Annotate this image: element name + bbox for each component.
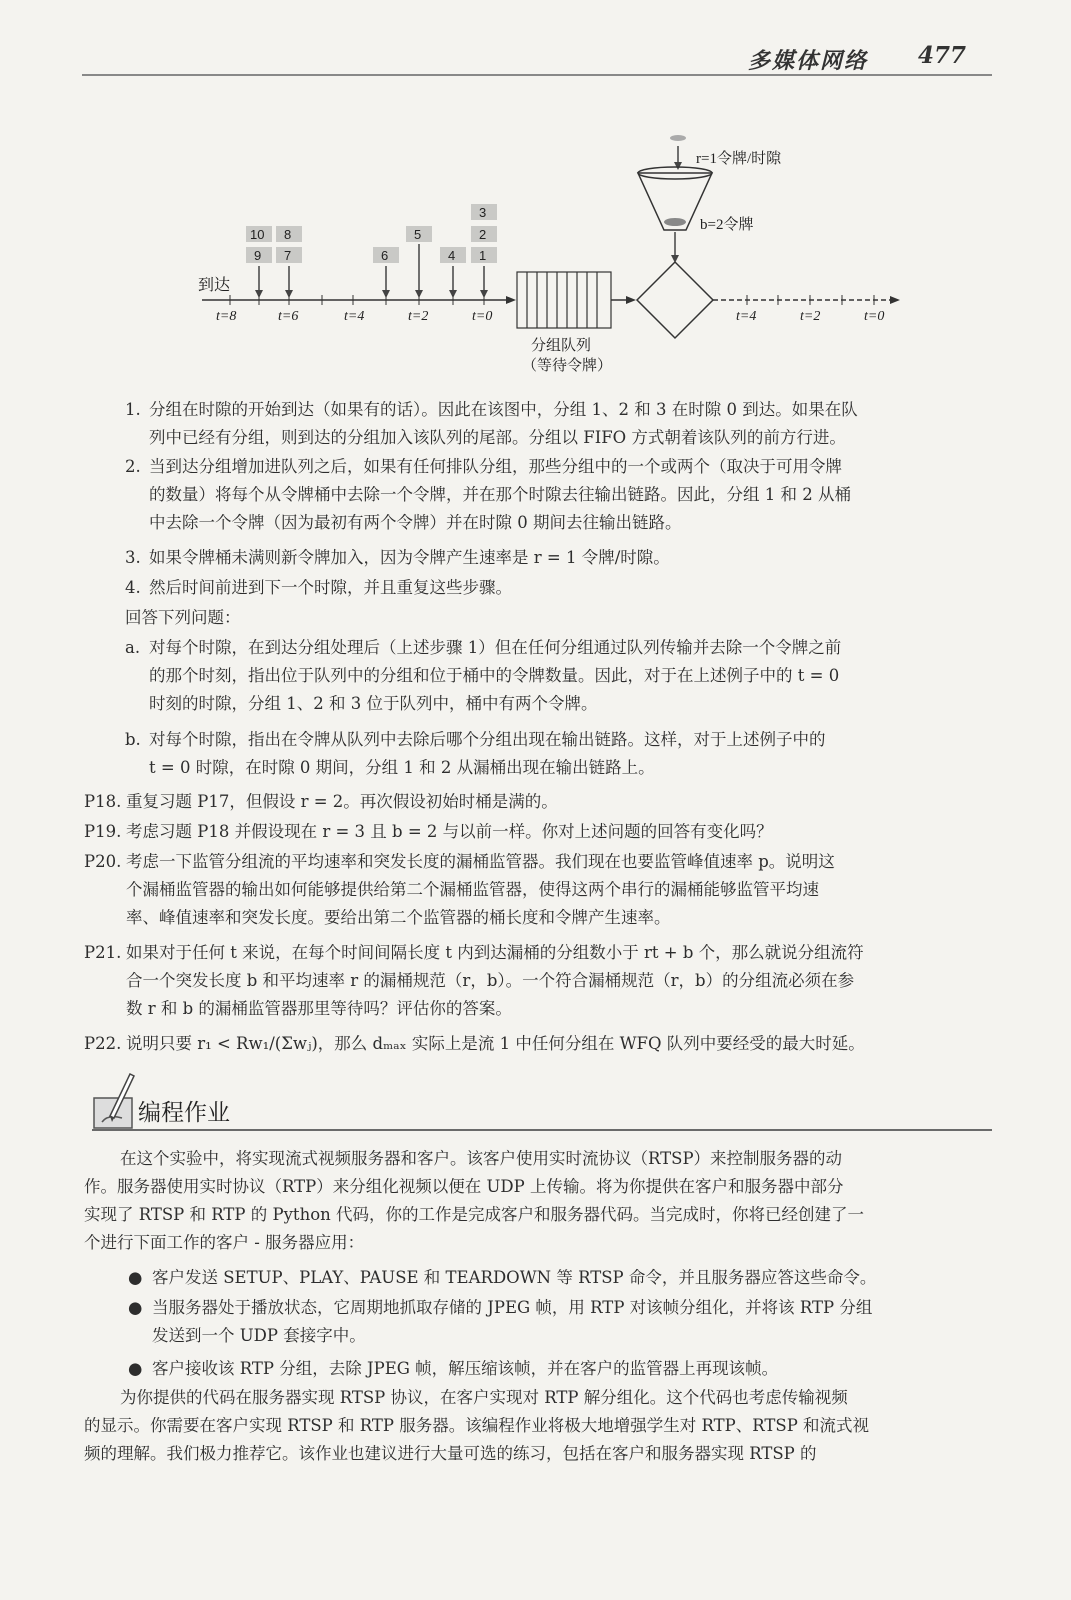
problem-p22: P22. 说明只要 r₁ < Rw₁/(Σwⱼ)，那么 dₘₐₓ 实际上是流 1 中任何分组在 WFQ 队列中要经受的最大时延。 (84, 1030, 1014, 1058)
bucket-size-label: b=2令牌 (700, 217, 754, 233)
pen-paper-icon (92, 1070, 136, 1132)
bullet-dot: ● (128, 1359, 143, 1378)
step-4: 4. 然后时间前进到下一个时隙，并且重复这些步骤。 (125, 574, 995, 602)
svg-text:7: 7 (284, 248, 292, 263)
svg-text:3: 3 (479, 205, 487, 220)
token-rate-label: r=1令牌/时隙 (696, 151, 782, 167)
intro-paragraph: 在这个实验中，将实现流式视频服务器和客户。该客户使用实时流协议（RTSP）来控制服务器的动 作。服务器使用实时协议（RTP）来分组化视频以便在 UDP 上传输。将为你提供在客户和服务器中部分 实现了 RTSP 和 RTP 的 Python 代码，你的工作是完成客户和服务器代码。当完成时，你将已经创建了一 个进行下面工作的客户 - 服务器应用： (84, 1149, 864, 1252)
subquestion-b: b. 对每个时隙，指出在令牌从队列中去除后哪个分组出现在输出链路。这样，对于上述例子中的 t = 0 时隙，在时隙 0 期间，分组 1 和 2 从漏桶出现在输出链路上。 (125, 726, 995, 782)
closing-paragraph: 为你提供的代码在服务器实现 RTSP 协议，在客户实现对 RTP 解分组化。这个代码也考虑传输视频 的显示。你需要在客户实现 RTSP 和 RTP 服务器。该编程作业将极大地增强学生对 RTP、RTSP 和流式视 频的理解。我们极力推荐它。该作业也建议进行大量可选的练习，包括在客户和服务器实现 RTSP 的 (84, 1388, 870, 1463)
subquestion-letter: b. (125, 730, 141, 749)
step-number: 2. (125, 457, 141, 476)
section-title: 编程作业 (138, 1100, 230, 1126)
problem-number: P21. (84, 943, 122, 962)
svg-text:10: 10 (250, 227, 265, 242)
regulator-diamond (637, 262, 713, 338)
problem-p19: P19. 考虑习题 P18 并假设现在 r = 3 且 b = 2 与以前一样。你对上述问题的回答有变化吗？ (84, 818, 994, 846)
problem-number: P19. (84, 822, 122, 841)
answer-intro: 回答下列问题： (125, 608, 241, 627)
svg-text:4: 4 (448, 248, 456, 263)
section-rule (92, 1129, 992, 1131)
output-tick-t2: t=2 (800, 309, 821, 324)
input-tick-t4: t=4 (344, 309, 365, 324)
step-1: 1. 分组在时隙的开始到达（如果有的话）。因此在该图中，分组 1、2 和 3 在时隙 0 到达。如果在队 列中已经有分组，则到达的分组加入该队列的尾部。分组以 FIFO 方式朝着该队列的前方行进。 (125, 396, 995, 452)
step-number: 1. (125, 400, 141, 419)
svg-text:9: 9 (254, 248, 262, 263)
svg-text:8: 8 (284, 227, 292, 242)
svg-text:6: 6 (381, 248, 389, 263)
subquestion-letter: a. (125, 638, 141, 657)
problem-number: P18. (84, 792, 122, 811)
input-tick-t8: t=8 (216, 309, 237, 324)
input-tick-t2: t=2 (408, 309, 429, 324)
subquestion-a: a. 对每个时隙，在到达分组处理后（上述步骤 1）但在任何分组通过队列传输并去除一个令牌之前 的那个时刻，指出位于队列中的分组和位于桶中的令牌数量。因此，对于在上述例子中的 t = 0 时刻的时隙，分组 1、2 和 3 位于队列中，桶中有两个令牌。 (125, 634, 995, 718)
header-rule (82, 74, 992, 76)
token-source-icon (670, 135, 686, 141)
page-number: 477 (918, 42, 967, 69)
running-header-title: 多媒体网络 (748, 48, 869, 74)
bullet-item: ● 客户发送 SETUP、PLAY、PAUSE 和 TEARDOWN 等 RTSP 命令，并且服务器应答这些命令。 (128, 1264, 998, 1292)
queue-label: 分组队列 (531, 338, 592, 354)
input-tick-t6: t=6 (278, 309, 299, 324)
step-3: 3. 如果令牌桶未满则新令牌加入，因为令牌产生速率是 r = 1 令牌/时隙。 (125, 544, 995, 572)
svg-text:5: 5 (414, 227, 422, 242)
bullet-item: ● 客户接收该 RTP 分组，去除 JPEG 帧，解压缩该帧，并在客户的监管器上再现该帧。 (128, 1355, 998, 1383)
problem-p18: P18. 重复习题 P17，但假设 r = 2。再次假设初始时桶是满的。 (84, 788, 994, 816)
step-2: 2. 当到达分组增加进队列之后，如果有任何排队分组，那些分组中的一个或两个（取决于可用令牌 的数量）将每个从令牌桶中去除一个令牌，并在那个时隙去往输出链路。因此，分组 1 和 2 从桶 中去除一个令牌（因为最初有两个令牌）并在时隙 0 期间去往输出链路。 (125, 453, 995, 537)
packet-queue (517, 272, 611, 328)
output-tick-t4: t=4 (736, 309, 757, 324)
problem-number: P22. (84, 1034, 122, 1053)
step-number: 3. (125, 548, 141, 567)
bullet-dot: ● (128, 1298, 143, 1317)
output-tick-t0: t=0 (864, 309, 885, 324)
bullet-dot: ● (128, 1268, 143, 1287)
svg-text:1: 1 (479, 248, 487, 263)
packet-stack (246, 204, 497, 263)
bullet-item: ● 当服务器处于播放状态，它周期地抓取存储的 JPEG 帧，用 RTP 对该帧分组化，并将该 RTP 分组 发送到一个 UDP 套接字中。 (128, 1294, 998, 1350)
problem-p20: P20. 考虑一下监管分组流的平均速率和突发长度的漏桶监管器。我们现在也要监管峰值速率 p。说明这 个漏桶监管器的输出如何能够提供给第二个漏桶监管器，使得这两个串行的漏桶能够监管平均速 率、峰值速率和突发长度。要给出第二个监管器的桶长度和令牌产生速率。 (84, 848, 994, 932)
svg-text:2: 2 (479, 227, 487, 242)
problem-p21: P21. 如果对于任何 t 来说，在每个时间间隔长度 t 内到达漏桶的分组数小于 rt + b 个，那么就说分组流符 合一个突发长度 b 和平均速率 r 的漏桶规范（r，b）。一个符合漏桶规范（r，b）的分组流必须在参 数 r 和 b 的漏桶监管器那里等待吗？评估你的答案。 (84, 939, 994, 1023)
queue-sublabel: （等待令牌） (522, 358, 613, 374)
arrival-label: 到达 (198, 277, 231, 294)
input-tick-t0: t=0 (472, 309, 493, 324)
problem-number: P20. (84, 852, 122, 871)
leaky-bucket-diagram (150, 118, 950, 398)
step-number: 4. (125, 578, 141, 597)
